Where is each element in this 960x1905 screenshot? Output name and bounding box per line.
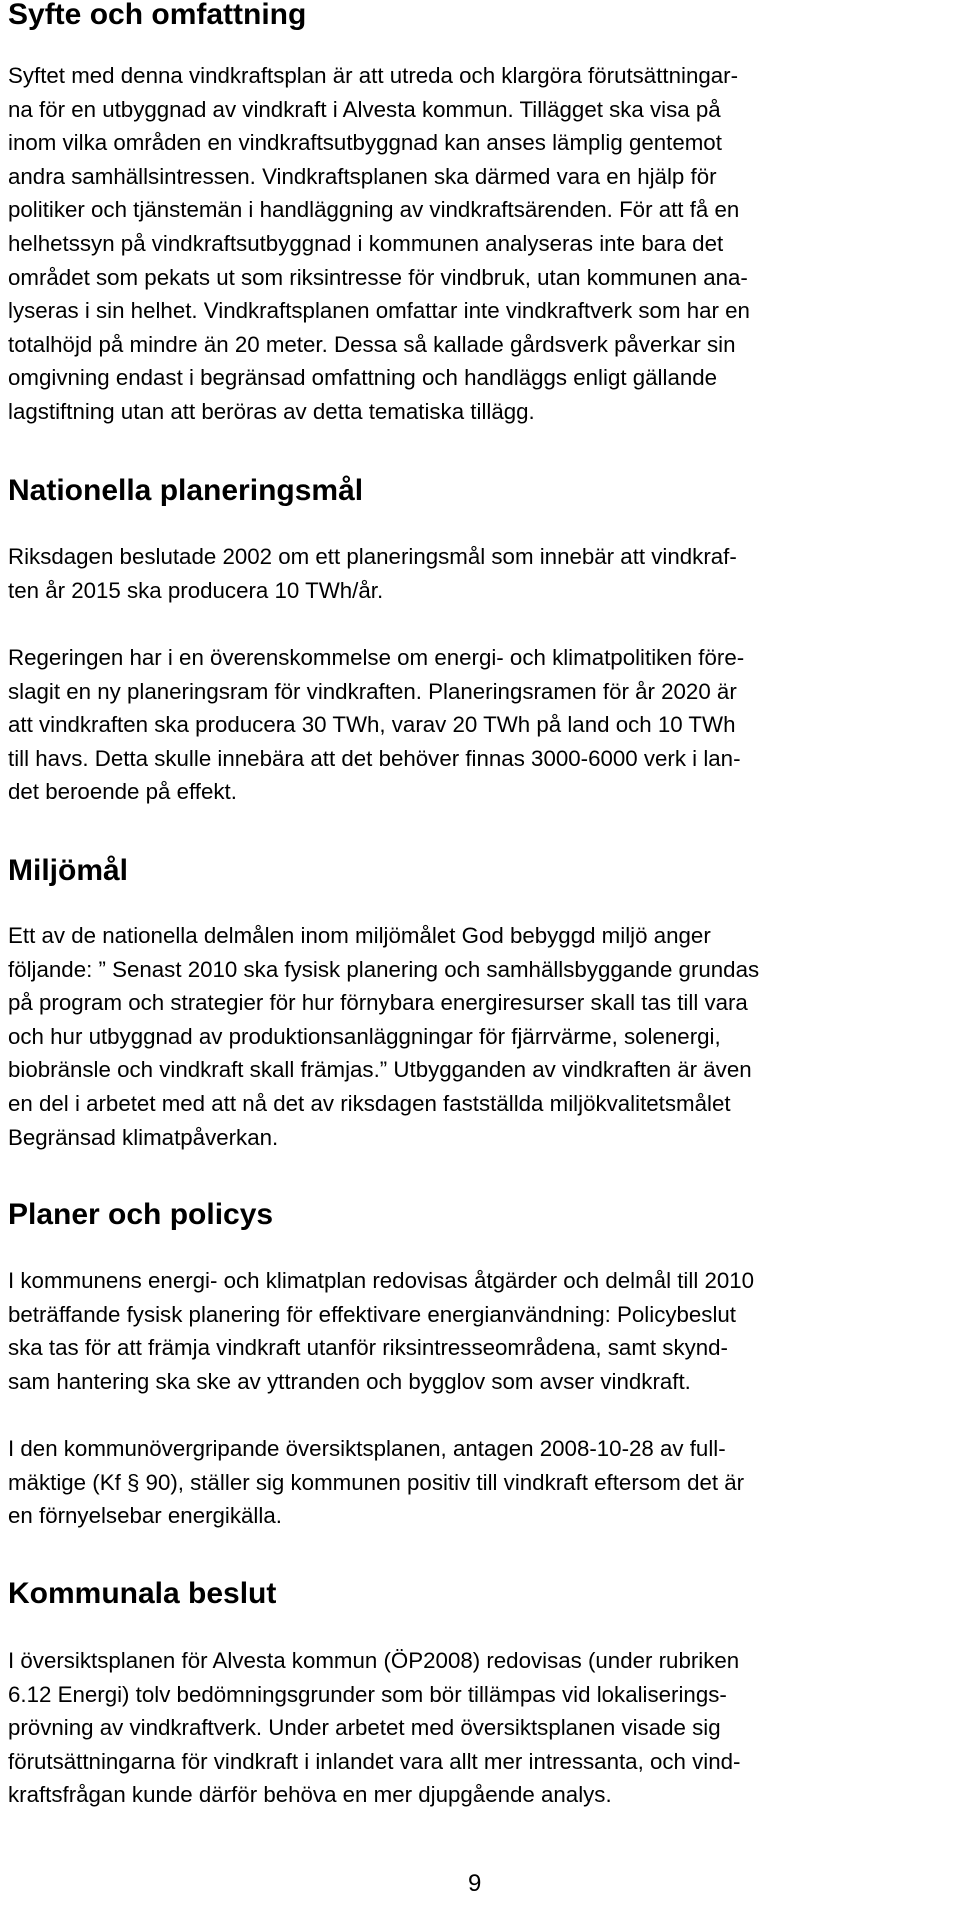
text-line: ten år 2015 ska producera 10 TWh/år. <box>8 577 384 603</box>
text-line: det beroende på effekt. <box>8 779 237 805</box>
text-line: en del i arbetet med att nå det av riksdagen fastställda miljökvalitetsmålet <box>8 1090 731 1116</box>
text-line: lyseras i sin helhet. Vindkraftsplanen omfattar inte vindkraftverk som har en <box>8 298 750 324</box>
text-line: I kommunens energi- och klimatplan redovisas åtgärder och delmål till 2010 <box>8 1268 755 1293</box>
text-line: förutsättningarna för vindkraft i inlandet vara allt mer intressanta, och vind- <box>8 1748 741 1774</box>
text-line: följande: ” Senast 2010 ska fysisk planering och samhällsbyggande grundas <box>8 956 760 982</box>
text-line: omgivning endast i begränsad omfattning och handläggs enligt gällande <box>8 365 718 391</box>
text-line: totalhöjd på mindre än 20 meter. Dessa så kallade gårdsverk påverkar sin <box>8 331 736 357</box>
text-line: till havs. Detta skulle innebära att det behöver finnas 3000-6000 verk i lan- <box>8 745 741 771</box>
section-heading-planer: Planer och policys <box>8 1198 274 1231</box>
text-line: prövning av vindkraftverk. Under arbetet med översiktsplanen visade sig <box>8 1715 721 1741</box>
text-line: politiker och tjänstemän i handläggning av vindkraftsärenden. För att få en <box>8 197 740 223</box>
text-line: helhetssyn på vindkraftsutbyggnad i kommunen analyseras inte bara det <box>8 230 724 256</box>
text-line: Ett av de nationella delmålen inom miljömålet God bebyggd miljö anger <box>8 923 711 948</box>
text-line: I den kommunövergripande översiktsplanen, antagen 2008-10-28 av full- <box>8 1436 726 1461</box>
paragraph-miljomal <box>8 919 948 1154</box>
text-line: inom vilka områden en vindkraftsutbyggnad kan anses lämplig gentemot <box>8 130 722 156</box>
text-line: området som pekats ut som riksintresse för vindbruk, utan kommunen ana- <box>8 264 748 290</box>
text-line: på program och strategier för hur förnybara energiresurser skall tas till vara <box>8 990 748 1016</box>
text-line: lagstiftning utan att beröras av detta tematiska tillägg. <box>8 398 535 424</box>
text-line: biobränsle och vindkraft skall främjas.” Utbygganden av vindkraften är även <box>8 1057 752 1083</box>
paragraph-planer-2 <box>8 1432 948 1533</box>
section-heading-nationella: Nationella planeringsmål <box>8 474 364 507</box>
section-heading-kommunala: Kommunala beslut <box>8 1577 277 1610</box>
text-line: Regeringen har i en överenskommelse om energi- och klimatpolitiken före- <box>8 645 745 670</box>
text-line: kraftsfrågan kunde därför behöva en mer djupgående analys. <box>8 1782 612 1808</box>
text-line: mäktige (Kf § 90), ställer sig kommunen positiv till vindkraft eftersom det är <box>8 1469 745 1495</box>
text-line: I översiktsplanen för Alvesta kommun (ÖP2008) redovisas (under rubriken <box>8 1648 740 1673</box>
section-heading-miljomal: Miljömål <box>8 854 129 887</box>
paragraph-nationella-1 <box>8 540 948 607</box>
paragraph-syfte <box>8 59 948 429</box>
section-heading-syfte: Syfte och omfattning <box>8 0 307 31</box>
paragraph-nationella-2 <box>8 641 948 809</box>
page-number: 9 <box>468 1870 482 1897</box>
text-line: 6.12 Energi) tolv bedömningsgrunder som bör tillämpas vid lokaliserings- <box>8 1681 727 1707</box>
text-line: sam hantering ska ske av yttranden och bygglov som avser vindkraft. <box>8 1368 691 1394</box>
text-line: Riksdagen beslutade 2002 om ett planeringsmål som innebär att vindkraf- <box>8 544 737 569</box>
text-line: och hur utbyggnad av produktionsanläggningar för fjärrvärme, solenergi, <box>8 1023 721 1049</box>
text-line: att vindkraften ska producera 30 TWh, varav 20 TWh på land och 10 TWh <box>8 712 736 738</box>
text-line: ska tas för att främja vindkraft utanför riksintresseområdena, samt skynd- <box>8 1335 728 1361</box>
text-line: slagit en ny planeringsram för vindkraften. Planeringsramen för år 2020 är <box>8 678 737 704</box>
text-line: andra samhällsintressen. Vindkraftsplanen ska därmed vara en hjälp för <box>8 163 717 189</box>
text-line: Begränsad klimatpåverkan. <box>8 1124 279 1150</box>
paragraph-kommunala <box>8 1644 948 1812</box>
text-line: en förnyelsebar energikälla. <box>8 1503 282 1529</box>
text-line: Syftet med denna vindkraftsplan är att utreda och klargöra förutsättningar- <box>8 63 739 88</box>
text-line: na för en utbyggnad av vindkraft i Alvesta kommun. Tillägget ska visa på <box>8 96 721 122</box>
text-line: beträffande fysisk planering för effektivare energianvändning: Policybeslut <box>8 1301 736 1327</box>
paragraph-planer-1 <box>8 1264 948 1398</box>
